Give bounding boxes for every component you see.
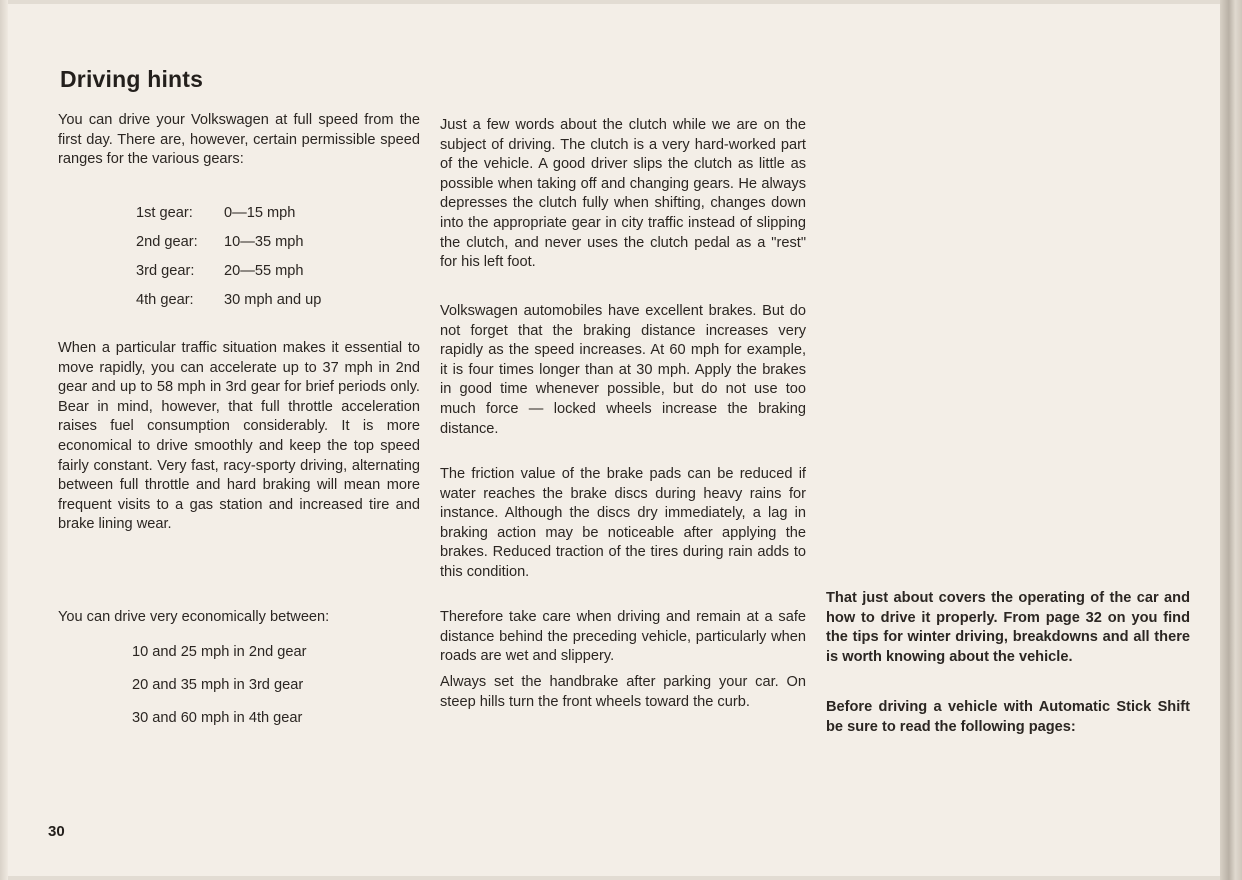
friction-text: The friction value of the brake pads can be reduced if water reaches the brake discs during heavy rains for instance. Although the discs dry immediately, a lag in braking action may be noticeable after applying the brakes. Reduced traction of the tires during rain adds to this condition. — [440, 466, 806, 580]
page-left-edge — [0, 0, 8, 880]
economy-intro-text: You can drive very economically between: — [58, 609, 330, 625]
summary-text: That just about covers the operating of the car and how to drive it properly. From page 32 on you find the tips for winter driving, breakdowns and all there is worth knowing about the vehicle. — [826, 590, 1190, 665]
gear-speed-table — [136, 198, 321, 314]
page-title: Driving hints — [60, 66, 204, 92]
intro-paragraph — [58, 111, 420, 170]
brakes-paragraph — [440, 302, 806, 439]
automatic-text: Before driving a vehicle with Automatic Stick Shift be sure to read the following pages: — [826, 699, 1190, 735]
gear-label: 1st gear: — [136, 204, 193, 221]
care-paragraph — [440, 608, 806, 667]
friction-paragraph — [440, 465, 806, 583]
gear-range: 20—55 mph — [224, 262, 304, 279]
summary-paragraph — [826, 589, 1190, 667]
economy-item: 10 and 25 mph in 2nd gear — [132, 644, 307, 660]
economy-speed-list — [132, 640, 306, 739]
traffic-text: When a particular traffic situation makes it essential to move rapidly, you can accelerate up to 37 mph in 2nd gear and up to 58 mph in 3rd gear for brief periods only. Bear in mind, however, that full throttle acceleration raises fuel consumption considerably. It is more economical to drive smoothly and keep the top speed fairly constant. Very fast, racy-sporty driving, alternating between full throttle and hard braking will mean more frequent visits to a gas station and increased tire and brake lining wear. — [58, 340, 420, 533]
gear-label: 4th gear: — [136, 291, 194, 308]
automatic-paragraph — [826, 698, 1190, 737]
clutch-paragraph — [440, 116, 806, 273]
economy-item: 20 and 35 mph in 3rd gear — [132, 677, 304, 693]
gear-row — [136, 256, 321, 285]
care-text: Therefore take care when driving and remain at a safe distance behind the preceding vehicle, particularly when roads are wet and slippery. — [440, 609, 806, 665]
page-top-edge — [0, 0, 1242, 4]
gear-range: 30 mph and up — [224, 291, 322, 308]
economy-intro — [58, 608, 420, 628]
intro-text: You can drive your Volkswagen at full speed from the first day. There are, however, certain permissible speed ranges for the various gears: — [58, 112, 420, 168]
gear-row — [136, 198, 321, 227]
economy-item: 30 and 60 mph in 4th gear — [132, 710, 303, 726]
gear-row — [136, 227, 321, 256]
traffic-paragraph — [58, 339, 420, 535]
brakes-text: Volkswagen automobiles have excellent brakes. But do not forget that the braking distance increases very rapidly as the speed increases. At 60 mph for example, it is four times longer than at 30 mph. Apply the brakes in good time whenever possible, but do not use too much force — locked wheels increase the braking distance. — [440, 303, 806, 437]
gear-range: 10—35 mph — [224, 233, 304, 250]
binding-gutter — [1220, 0, 1242, 880]
gear-label: 3rd gear: — [136, 262, 195, 279]
gear-row — [136, 285, 321, 314]
gear-label: 2nd gear: — [136, 233, 198, 250]
gear-range: 0—15 mph — [224, 204, 296, 221]
handbrake-paragraph — [440, 673, 806, 712]
clutch-text: Just a few words about the clutch while we are on the subject of driving. The clutch is a very hard-worked part of the vehicle. A good driver slips the clutch as little as possible when taking off and changing gears. He always depresses the clutch fully when shifting, changes down into the appropriate gear in city traffic instead of slipping the clutch, and never uses the clutch pedal as a "rest" for his left foot. — [440, 117, 806, 271]
page-number: 30 — [48, 823, 65, 840]
page-bottom-edge — [0, 876, 1242, 880]
handbrake-text: Always set the handbrake after parking your car. On steep hills turn the front wheels toward the curb. — [440, 674, 806, 710]
